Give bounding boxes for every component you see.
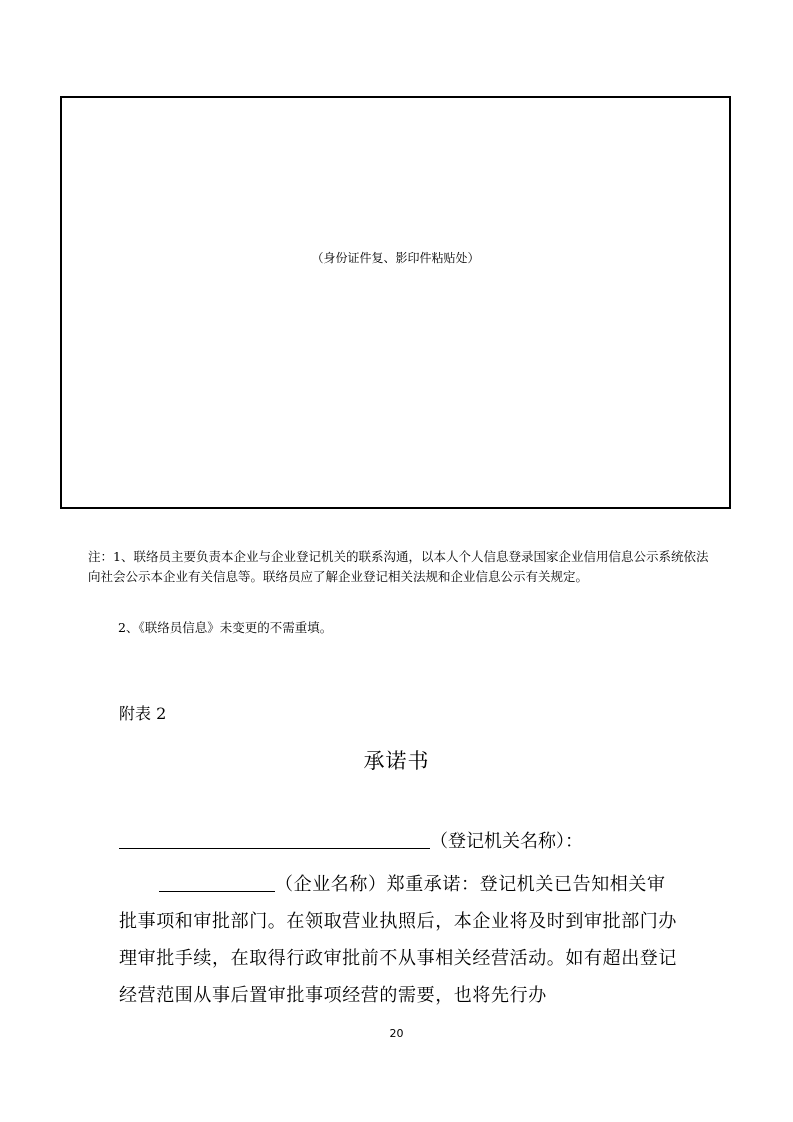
page-number: 20	[389, 1027, 404, 1040]
appendix-label: 附表 2	[119, 704, 167, 723]
note-2: 2、《联络员信息》未变更的不需重填。	[118, 620, 333, 635]
addressee-line	[119, 826, 583, 857]
id-document-paste-area	[60, 96, 731, 509]
commitment-text: （企业名称）郑重承诺：登记机关已告知相关审批事项和审批部门。在领取营业执照后，本企业将及时到审批部门办理审批手续，在取得行政审批前不从事相关经营活动。如有超出登记经营范围从事后置审批事项经营的需要，也将先行办	[119, 874, 677, 1006]
addressee-suffix: （登记机关名称）：	[430, 831, 583, 852]
note-1: 注：1、联络员主要负责本企业与企业登记机关的联系沟通，以本人个人信息登录国家企业信用信息公示系统依法向社会公示本企业有关信息等。联络员应了解企业登记相关法规和企业信息公示有关规定。	[88, 549, 709, 584]
paste-area-label: （身份证件复、影印件粘贴处）	[311, 251, 480, 265]
company-name-blank	[159, 869, 275, 892]
commitment-body	[119, 866, 679, 1014]
registration-authority-blank	[119, 826, 430, 849]
document-title: 承诺书	[363, 749, 430, 773]
